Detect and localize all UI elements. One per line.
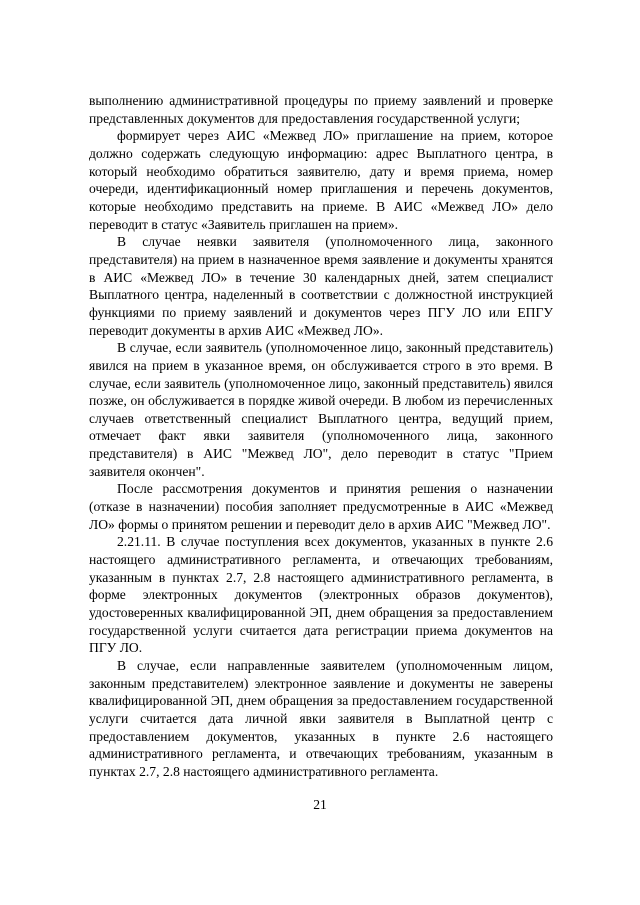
- paragraph-4: В случае, если заявитель (уполномоченное лицо, законный представитель) явился на прием в указанное время, он обслуживается строго в это время. В случае, если заявитель (уполномоченное лицо, законный представитель) явился позже, он обслуживается в порядке живой очереди. В любом из перечисленных случаев ответственный специалист Выплатного центра, ведущий прием, отмечает факт явки заявителя (уполномоченного лица, законного представителя) в АИС "Межвед ЛО", дело переводит в статус "Прием заявителя окончен".: [89, 340, 553, 479]
- paragraph-1: выполнению административной процедуры по приему заявлений и проверке представленных документов для предоставления государственной услуги;: [89, 93, 553, 126]
- paragraph-6: 2.21.11. В случае поступления всех документов, указанных в пункте 2.6 настоящего административного регламента, и отвечающих требованиям, указанным в пунктах 2.7, 2.8 настоящего административного регламента, в форме электронных документов (электронных образов документов), удостоверенных квалифицированной ЭП, днем обращения за предоставлением государственной услуги считается дата регистрации приема документов на ПГУ ЛО.: [89, 534, 553, 656]
- document-page: [89, 92, 553, 781]
- paragraph-7: В случае, если направленные заявителем (уполномоченным лицом, законным представителем) электронное заявление и документы не заверены квалифицированной ЭП, днем обращения за предоставлением государственной услуги считается дата личной явки заявителя в Выплатной центр с предоставлением документов, указанных в пункте 2.6 настоящего административного регламента, и отвечающих требованиям, указанным в пунктах 2.7, 2.8 настоящего административного регламента.: [89, 658, 553, 779]
- paragraph-3: В случае неявки заявителя (уполномоченного лица, законного представителя) на прием в назначенное время заявление и документы хранятся в АИС «Межвед ЛО» в течение 30 календарных дней, затем специалист Выплатного центра, наделенный в соответствии с должностной инструкцией функциями по приему заявлений и документов через ПГУ ЛО или ЕПГУ переводит документы в архив АИС «Межвед ЛО».: [89, 234, 553, 338]
- page-number: 21: [313, 797, 327, 812]
- paragraph-2: формирует через АИС «Межвед ЛО» приглашение на прием, которое должно содержать следующую информацию: адрес Выплатного центра, в который необходимо обратиться заявителю, дату и время приема, номер очереди, идентификационный номер приглашения и перечень документов, которые необходимо представить на приеме. В АИС «Межвед ЛО» дело переводит в статус «Заявитель приглашен на прием».: [89, 128, 553, 232]
- paragraph-5: После рассмотрения документов и принятия решения о назначении (отказе в назначении) пособия заполняет предусмотренные в АИС «Межвед ЛО» формы о принятом решении и переводит дело в архив АИС "Межвед ЛО".: [89, 481, 553, 532]
